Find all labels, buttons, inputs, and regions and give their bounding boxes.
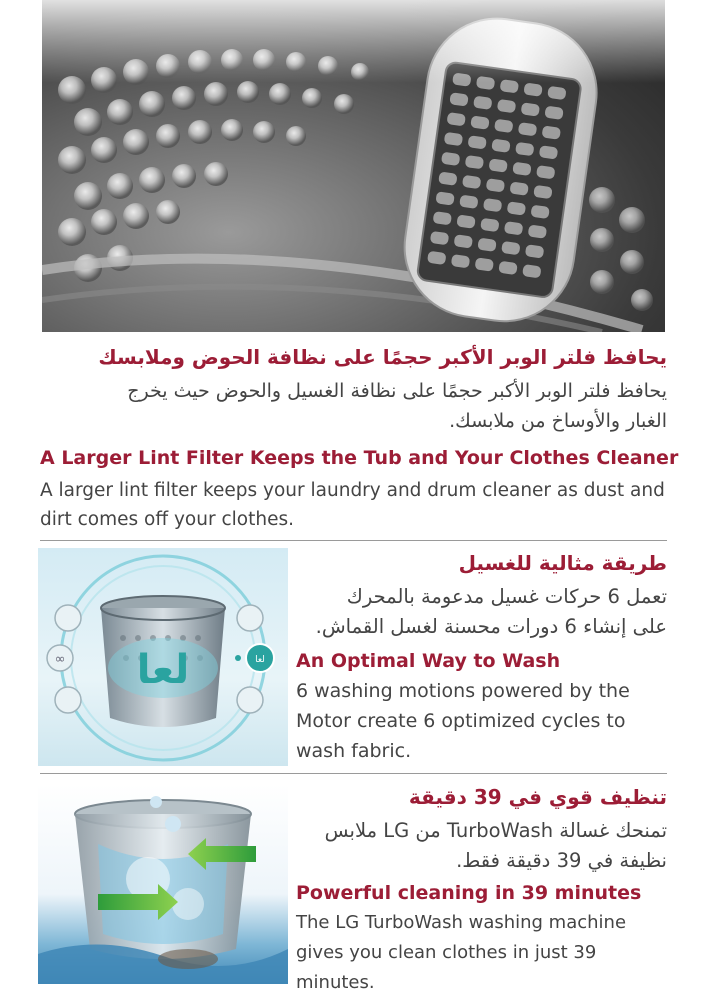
section1-body-en-line1: A larger lint filter keeps your laundry and drum cleaner as dust and bbox=[40, 480, 665, 501]
section-divider bbox=[40, 540, 667, 541]
svg-text:لعا: لعا bbox=[255, 655, 265, 665]
section2-body-ar bbox=[287, 582, 667, 642]
section1-title-en: A Larger Lint Filter Keeps the Tub and Your Clothes Cleaner bbox=[40, 447, 679, 469]
section2-body-en-line3: wash fabric. bbox=[296, 740, 412, 762]
svg-text:∞: ∞ bbox=[54, 652, 66, 667]
section1-body-ar-line2: الغبار والأوساخ من ملابسك. bbox=[449, 410, 667, 432]
section3-body-ar-line2: نظيفة في 39 دقيقة فقط. bbox=[456, 849, 667, 872]
section3-body-ar bbox=[287, 816, 667, 876]
section2-body-ar-line1: تعمل 6 حركات غسيل مدعومة بالمحرك bbox=[346, 585, 667, 608]
section3-body-en bbox=[296, 908, 676, 998]
section1-body-en bbox=[40, 476, 670, 534]
section3-title-ar: تنظيف قوي في 39 دقيقة bbox=[408, 785, 667, 809]
section2-body-en-line2: Motor create 6 optimized cycles to bbox=[296, 710, 626, 732]
section2-title-ar: طريقة مثالية للغسيل bbox=[458, 551, 667, 575]
lint-filter-photo bbox=[42, 0, 665, 332]
section3-title-en: Powerful cleaning in 39 minutes bbox=[296, 882, 642, 904]
turbowash-illustration bbox=[38, 784, 288, 984]
section3-body-en-line2: gives you clean clothes in just 39 minutes. bbox=[296, 942, 597, 993]
section2-title-en: An Optimal Way to Wash bbox=[296, 650, 561, 672]
section2-body-ar-line2: على إنشاء 6 دورات محسنة لغسل القماش. bbox=[315, 615, 667, 638]
svg-text:لعا: لعا bbox=[136, 647, 190, 693]
section2-body-en-line1: 6 washing motions powered by the bbox=[296, 680, 630, 702]
section3-body-en-line1: The LG TurboWash washing machine bbox=[296, 912, 627, 933]
section1-body-ar bbox=[40, 376, 667, 436]
section2-body-en bbox=[296, 676, 676, 766]
washing-motions-illustration bbox=[38, 548, 288, 766]
section1-body-ar-line1: يحافظ فلتر الوبر الأكبر حجمًا على نظافة الغسيل والحوض حيث يخرج bbox=[127, 380, 667, 402]
section1-title-ar: يحافظ فلتر الوبر الأكبر حجمًا على نظافة الحوض وملابسك bbox=[98, 345, 667, 369]
section1-body-en-line2: dirt comes off your clothes. bbox=[40, 509, 294, 530]
section-divider bbox=[40, 773, 667, 774]
section3-body-ar-line1: تمنحك غسالة TurboWash من LG ملابس bbox=[324, 819, 667, 842]
